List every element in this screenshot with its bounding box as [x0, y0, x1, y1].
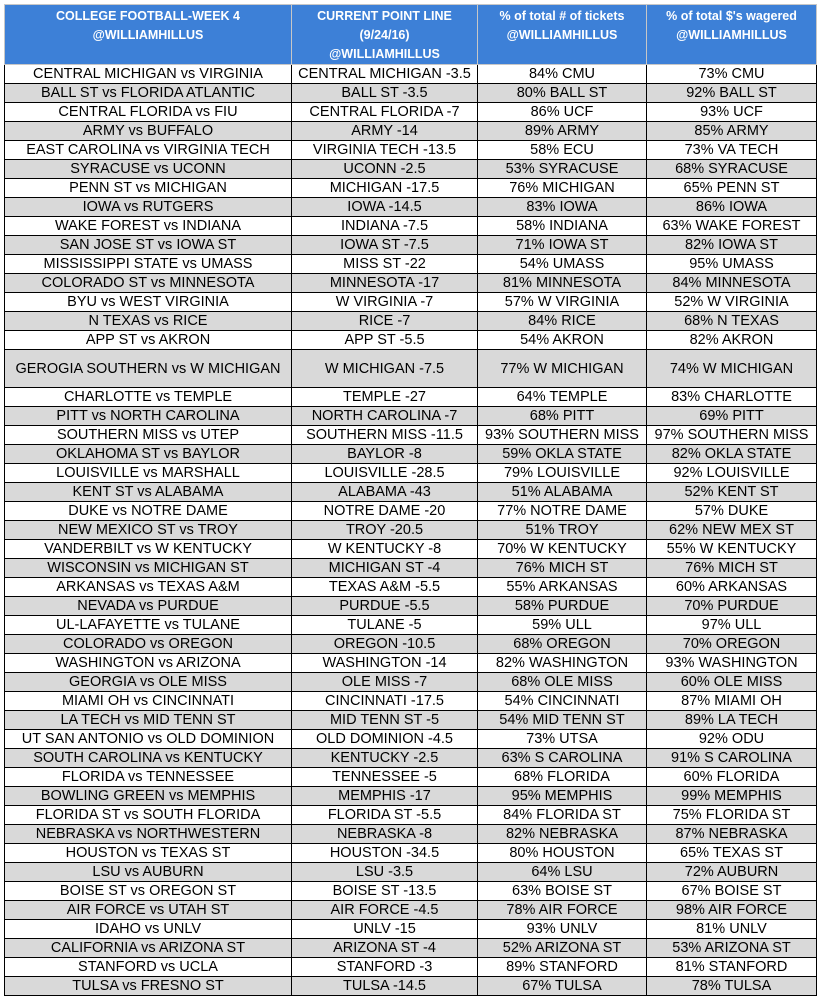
- wagered-cell: 83% CHARLOTTE: [647, 388, 817, 407]
- matchup-cell: PITT vs NORTH CAROLINA: [5, 407, 292, 426]
- tickets-cell: 84% RICE: [478, 312, 647, 331]
- table-row: [5, 768, 817, 787]
- wagered-cell: 97% SOUTHERN MISS: [647, 426, 817, 445]
- point-line-cell: APP ST -5.5: [292, 331, 478, 350]
- point-line-cell: NORTH CAROLINA -7: [292, 407, 478, 426]
- wagered-cell: 68% N TEXAS: [647, 312, 817, 331]
- wagered-cell: 98% AIR FORCE: [647, 901, 817, 920]
- table-row: [5, 958, 817, 977]
- matchup-cell: MISSISSIPPI STATE vs UMASS: [5, 255, 292, 274]
- matchup-cell: IOWA vs RUTGERS: [5, 198, 292, 217]
- header-tickets-line2: @WILLIAMHILLUS: [506, 28, 618, 42]
- point-line-cell: OLD DOMINION -4.5: [292, 730, 478, 749]
- table-row: [5, 331, 817, 350]
- matchup-cell: LOUISVILLE vs MARSHALL: [5, 464, 292, 483]
- table-row: [5, 730, 817, 749]
- point-line-cell: VIRGINIA TECH -13.5: [292, 141, 478, 160]
- point-line-cell: LSU -3.5: [292, 863, 478, 882]
- table-row: [5, 920, 817, 939]
- wagered-cell: 93% UCF: [647, 103, 817, 122]
- table-row: [5, 578, 817, 597]
- matchup-cell: UT SAN ANTONIO vs OLD DOMINION: [5, 730, 292, 749]
- matchup-cell: AIR FORCE vs UTAH ST: [5, 901, 292, 920]
- table-row: [5, 103, 817, 122]
- table-row: [5, 863, 817, 882]
- tickets-cell: 84% CMU: [478, 65, 647, 84]
- tickets-cell: 93% SOUTHERN MISS: [478, 426, 647, 445]
- header-matchup: [5, 5, 292, 65]
- matchup-cell: COLORADO vs OREGON: [5, 635, 292, 654]
- table-row: [5, 749, 817, 768]
- tickets-cell: 86% UCF: [478, 103, 647, 122]
- tickets-cell: 64% TEMPLE: [478, 388, 647, 407]
- matchup-cell: BYU vs WEST VIRGINIA: [5, 293, 292, 312]
- matchup-cell: STANFORD vs UCLA: [5, 958, 292, 977]
- tickets-cell: 82% WASHINGTON: [478, 654, 647, 673]
- table-row: [5, 825, 817, 844]
- point-line-cell: FLORIDA ST -5.5: [292, 806, 478, 825]
- matchup-cell: FLORIDA ST vs SOUTH FLORIDA: [5, 806, 292, 825]
- tickets-cell: 58% INDIANA: [478, 217, 647, 236]
- matchup-cell: UL-LAFAYETTE vs TULANE: [5, 616, 292, 635]
- matchup-cell: CENTRAL MICHIGAN vs VIRGINIA: [5, 65, 292, 84]
- table-row: [5, 692, 817, 711]
- matchup-cell: WAKE FOREST vs INDIANA: [5, 217, 292, 236]
- wagered-cell: 52% KENT ST: [647, 483, 817, 502]
- matchup-cell: FLORIDA vs TENNESSEE: [5, 768, 292, 787]
- wagered-cell: 95% UMASS: [647, 255, 817, 274]
- table-row: [5, 122, 817, 141]
- tickets-cell: 53% SYRACUSE: [478, 160, 647, 179]
- point-line-cell: IOWA -14.5: [292, 198, 478, 217]
- header-wagered-line2: @WILLIAMHILLUS: [676, 28, 787, 42]
- wagered-cell: 73% VA TECH: [647, 141, 817, 160]
- point-line-cell: MID TENN ST -5: [292, 711, 478, 730]
- tickets-cell: 63% BOISE ST: [478, 882, 647, 901]
- matchup-cell: NEVADA vs PURDUE: [5, 597, 292, 616]
- tickets-cell: 59% ULL: [478, 616, 647, 635]
- wagered-cell: 67% BOISE ST: [647, 882, 817, 901]
- matchup-cell: CALIFORNIA vs ARIZONA ST: [5, 939, 292, 958]
- table-row: [5, 939, 817, 958]
- point-line-cell: ARMY -14: [292, 122, 478, 141]
- matchup-cell: OKLAHOMA ST vs BAYLOR: [5, 445, 292, 464]
- tickets-cell: 55% ARKANSAS: [478, 578, 647, 597]
- wagered-cell: 57% DUKE: [647, 502, 817, 521]
- table-row: [5, 787, 817, 806]
- table-row: [5, 882, 817, 901]
- table-row: [5, 293, 817, 312]
- table-row: [5, 806, 817, 825]
- point-line-cell: TULSA -14.5: [292, 977, 478, 996]
- header-row: [5, 5, 817, 65]
- betting-table: [4, 4, 817, 996]
- point-line-cell: LOUISVILLE -28.5: [292, 464, 478, 483]
- matchup-cell: IDAHO vs UNLV: [5, 920, 292, 939]
- wagered-cell: 53% ARIZONA ST: [647, 939, 817, 958]
- tickets-cell: 63% S CAROLINA: [478, 749, 647, 768]
- wagered-cell: 68% SYRACUSE: [647, 160, 817, 179]
- matchup-cell: NEW MEXICO ST vs TROY: [5, 521, 292, 540]
- point-line-cell: BAYLOR -8: [292, 445, 478, 464]
- matchup-cell: GEROGIA SOUTHERN vs W MICHIGAN: [5, 350, 292, 388]
- tickets-cell: 68% OREGON: [478, 635, 647, 654]
- wagered-cell: 82% OKLA STATE: [647, 445, 817, 464]
- matchup-cell: BOISE ST vs OREGON ST: [5, 882, 292, 901]
- wagered-cell: 99% MEMPHIS: [647, 787, 817, 806]
- table-row: [5, 255, 817, 274]
- matchup-cell: ARMY vs BUFFALO: [5, 122, 292, 141]
- tickets-cell: 81% MINNESOTA: [478, 274, 647, 293]
- wagered-cell: 81% UNLV: [647, 920, 817, 939]
- table-row: [5, 274, 817, 293]
- wagered-cell: 70% OREGON: [647, 635, 817, 654]
- header-point-line-line2: (9/24/16): [359, 28, 410, 42]
- table-row: [5, 141, 817, 160]
- table-row: [5, 616, 817, 635]
- wagered-cell: 76% MICH ST: [647, 559, 817, 578]
- table-row: [5, 65, 817, 84]
- table-row: [5, 977, 817, 996]
- point-line-cell: BALL ST -3.5: [292, 84, 478, 103]
- header-matchup-line2: @WILLIAMHILLUS: [92, 28, 204, 42]
- point-line-cell: OREGON -10.5: [292, 635, 478, 654]
- tickets-cell: 68% OLE MISS: [478, 673, 647, 692]
- table-row: [5, 483, 817, 502]
- point-line-cell: STANFORD -3: [292, 958, 478, 977]
- matchup-cell: LA TECH vs MID TENN ST: [5, 711, 292, 730]
- matchup-cell: HOUSTON vs TEXAS ST: [5, 844, 292, 863]
- wagered-cell: 73% CMU: [647, 65, 817, 84]
- tickets-cell: 76% MICHIGAN: [478, 179, 647, 198]
- wagered-cell: 86% IOWA: [647, 198, 817, 217]
- point-line-cell: RICE -7: [292, 312, 478, 331]
- table-row: [5, 844, 817, 863]
- matchup-cell: KENT ST vs ALABAMA: [5, 483, 292, 502]
- table-row: [5, 901, 817, 920]
- matchup-cell: TULSA vs FRESNO ST: [5, 977, 292, 996]
- point-line-cell: KENTUCKY -2.5: [292, 749, 478, 768]
- tickets-cell: 78% AIR FORCE: [478, 901, 647, 920]
- tickets-cell: 58% ECU: [478, 141, 647, 160]
- wagered-cell: 92% ODU: [647, 730, 817, 749]
- tickets-cell: 54% AKRON: [478, 331, 647, 350]
- matchup-cell: SOUTH CAROLINA vs KENTUCKY: [5, 749, 292, 768]
- tickets-cell: 58% PURDUE: [478, 597, 647, 616]
- tickets-cell: 77% W MICHIGAN: [478, 350, 647, 388]
- matchup-cell: COLORADO ST vs MINNESOTA: [5, 274, 292, 293]
- tickets-cell: 82% NEBRASKA: [478, 825, 647, 844]
- wagered-cell: 60% ARKANSAS: [647, 578, 817, 597]
- tickets-cell: 93% UNLV: [478, 920, 647, 939]
- matchup-cell: EAST CAROLINA vs VIRGINIA TECH: [5, 141, 292, 160]
- table-row: [5, 445, 817, 464]
- point-line-cell: CENTRAL FLORIDA -7: [292, 103, 478, 122]
- header-point-line-line1: CURRENT POINT LINE: [317, 9, 452, 23]
- table-row: [5, 388, 817, 407]
- point-line-cell: ARIZONA ST -4: [292, 939, 478, 958]
- wagered-cell: 60% FLORIDA: [647, 768, 817, 787]
- tickets-cell: 57% W VIRGINIA: [478, 293, 647, 312]
- point-line-cell: TENNESSEE -5: [292, 768, 478, 787]
- tickets-cell: 79% LOUISVILLE: [478, 464, 647, 483]
- table-row: [5, 521, 817, 540]
- table-row: [5, 654, 817, 673]
- wagered-cell: 87% NEBRASKA: [647, 825, 817, 844]
- wagered-cell: 78% TULSA: [647, 977, 817, 996]
- point-line-cell: INDIANA -7.5: [292, 217, 478, 236]
- wagered-cell: 92% LOUISVILLE: [647, 464, 817, 483]
- point-line-cell: W KENTUCKY -8: [292, 540, 478, 559]
- point-line-cell: MEMPHIS -17: [292, 787, 478, 806]
- tickets-cell: 80% BALL ST: [478, 84, 647, 103]
- table-row: [5, 198, 817, 217]
- table-row: [5, 540, 817, 559]
- matchup-cell: GEORGIA vs OLE MISS: [5, 673, 292, 692]
- matchup-cell: SYRACUSE vs UCONN: [5, 160, 292, 179]
- header-wagered: [647, 5, 817, 65]
- matchup-cell: NEBRASKA vs NORTHWESTERN: [5, 825, 292, 844]
- table-row: [5, 160, 817, 179]
- tickets-cell: 89% ARMY: [478, 122, 647, 141]
- tickets-cell: 84% FLORIDA ST: [478, 806, 647, 825]
- wagered-cell: 89% LA TECH: [647, 711, 817, 730]
- matchup-cell: BALL ST vs FLORIDA ATLANTIC: [5, 84, 292, 103]
- point-line-cell: TEMPLE -27: [292, 388, 478, 407]
- table-row: [5, 597, 817, 616]
- tickets-cell: 76% MICH ST: [478, 559, 647, 578]
- wagered-cell: 84% MINNESOTA: [647, 274, 817, 293]
- point-line-cell: W MICHIGAN -7.5: [292, 350, 478, 388]
- tickets-cell: 68% PITT: [478, 407, 647, 426]
- point-line-cell: W VIRGINIA -7: [292, 293, 478, 312]
- wagered-cell: 91% S CAROLINA: [647, 749, 817, 768]
- matchup-cell: SOUTHERN MISS vs UTEP: [5, 426, 292, 445]
- matchup-cell: CENTRAL FLORIDA vs FIU: [5, 103, 292, 122]
- tickets-cell: 73% UTSA: [478, 730, 647, 749]
- tickets-cell: 54% MID TENN ST: [478, 711, 647, 730]
- wagered-cell: 74% W MICHIGAN: [647, 350, 817, 388]
- point-line-cell: PURDUE -5.5: [292, 597, 478, 616]
- table-row: [5, 673, 817, 692]
- point-line-cell: OLE MISS -7: [292, 673, 478, 692]
- point-line-cell: UCONN -2.5: [292, 160, 478, 179]
- tickets-cell: 54% CINCINNATI: [478, 692, 647, 711]
- wagered-cell: 93% WASHINGTON: [647, 654, 817, 673]
- wagered-cell: 92% BALL ST: [647, 84, 817, 103]
- table-row: [5, 635, 817, 654]
- wagered-cell: 81% STANFORD: [647, 958, 817, 977]
- point-line-cell: HOUSTON -34.5: [292, 844, 478, 863]
- tickets-cell: 77% NOTRE DAME: [478, 502, 647, 521]
- table-row: [5, 464, 817, 483]
- wagered-cell: 70% PURDUE: [647, 597, 817, 616]
- matchup-cell: LSU vs AUBURN: [5, 863, 292, 882]
- point-line-cell: BOISE ST -13.5: [292, 882, 478, 901]
- wagered-cell: 69% PITT: [647, 407, 817, 426]
- matchup-cell: PENN ST vs MICHIGAN: [5, 179, 292, 198]
- point-line-cell: UNLV -15: [292, 920, 478, 939]
- tickets-cell: 95% MEMPHIS: [478, 787, 647, 806]
- table-row: [5, 84, 817, 103]
- tickets-cell: 70% W KENTUCKY: [478, 540, 647, 559]
- tickets-cell: 71% IOWA ST: [478, 236, 647, 255]
- tickets-cell: 54% UMASS: [478, 255, 647, 274]
- point-line-cell: CENTRAL MICHIGAN -3.5: [292, 65, 478, 84]
- wagered-cell: 62% NEW MEX ST: [647, 521, 817, 540]
- table-row: [5, 217, 817, 236]
- table-row: [5, 426, 817, 445]
- point-line-cell: MISS ST -22: [292, 255, 478, 274]
- point-line-cell: MINNESOTA -17: [292, 274, 478, 293]
- point-line-cell: NEBRASKA -8: [292, 825, 478, 844]
- table-row: [5, 179, 817, 198]
- table-row: [5, 312, 817, 331]
- point-line-cell: AIR FORCE -4.5: [292, 901, 478, 920]
- wagered-cell: 65% PENN ST: [647, 179, 817, 198]
- wagered-cell: 65% TEXAS ST: [647, 844, 817, 863]
- table-body: [5, 65, 817, 996]
- point-line-cell: NOTRE DAME -20: [292, 502, 478, 521]
- matchup-cell: MIAMI OH vs CINCINNATI: [5, 692, 292, 711]
- table-row: [5, 502, 817, 521]
- table-row: [5, 350, 817, 388]
- matchup-cell: N TEXAS vs RICE: [5, 312, 292, 331]
- point-line-cell: TROY -20.5: [292, 521, 478, 540]
- tickets-cell: 67% TULSA: [478, 977, 647, 996]
- point-line-cell: ALABAMA -43: [292, 483, 478, 502]
- point-line-cell: TULANE -5: [292, 616, 478, 635]
- header-tickets: [478, 5, 647, 65]
- tickets-cell: 51% ALABAMA: [478, 483, 647, 502]
- point-line-cell: SOUTHERN MISS -11.5: [292, 426, 478, 445]
- point-line-cell: WASHINGTON -14: [292, 654, 478, 673]
- wagered-cell: 63% WAKE FOREST: [647, 217, 817, 236]
- matchup-cell: SAN JOSE ST vs IOWA ST: [5, 236, 292, 255]
- matchup-cell: VANDERBILT vs W KENTUCKY: [5, 540, 292, 559]
- header-point-line: [292, 5, 478, 65]
- wagered-cell: 82% AKRON: [647, 331, 817, 350]
- wagered-cell: 87% MIAMI OH: [647, 692, 817, 711]
- tickets-cell: 64% LSU: [478, 863, 647, 882]
- header-point-line-line3: @WILLIAMHILLUS: [329, 47, 440, 61]
- wagered-cell: 55% W KENTUCKY: [647, 540, 817, 559]
- wagered-cell: 52% W VIRGINIA: [647, 293, 817, 312]
- tickets-cell: 68% FLORIDA: [478, 768, 647, 787]
- header-wagered-line1: % of total $'s wagered: [666, 9, 797, 23]
- wagered-cell: 85% ARMY: [647, 122, 817, 141]
- point-line-cell: IOWA ST -7.5: [292, 236, 478, 255]
- point-line-cell: CINCINNATI -17.5: [292, 692, 478, 711]
- wagered-cell: 60% OLE MISS: [647, 673, 817, 692]
- matchup-cell: ARKANSAS vs TEXAS A&M: [5, 578, 292, 597]
- point-line-cell: MICHIGAN ST -4: [292, 559, 478, 578]
- table-row: [5, 711, 817, 730]
- matchup-cell: WISCONSIN vs MICHIGAN ST: [5, 559, 292, 578]
- point-line-cell: MICHIGAN -17.5: [292, 179, 478, 198]
- header-tickets-line1: % of total # of tickets: [499, 9, 625, 23]
- wagered-cell: 75% FLORIDA ST: [647, 806, 817, 825]
- tickets-cell: 83% IOWA: [478, 198, 647, 217]
- wagered-cell: 97% ULL: [647, 616, 817, 635]
- table-row: [5, 407, 817, 426]
- table-row: [5, 236, 817, 255]
- tickets-cell: 80% HOUSTON: [478, 844, 647, 863]
- matchup-cell: CHARLOTTE vs TEMPLE: [5, 388, 292, 407]
- tickets-cell: 52% ARIZONA ST: [478, 939, 647, 958]
- tickets-cell: 59% OKLA STATE: [478, 445, 647, 464]
- tickets-cell: 51% TROY: [478, 521, 647, 540]
- matchup-cell: WASHINGTON vs ARIZONA: [5, 654, 292, 673]
- point-line-cell: TEXAS A&M -5.5: [292, 578, 478, 597]
- matchup-cell: DUKE vs NOTRE DAME: [5, 502, 292, 521]
- wagered-cell: 72% AUBURN: [647, 863, 817, 882]
- wagered-cell: 82% IOWA ST: [647, 236, 817, 255]
- tickets-cell: 89% STANFORD: [478, 958, 647, 977]
- table-row: [5, 559, 817, 578]
- header-matchup-line1: COLLEGE FOOTBALL-WEEK 4: [55, 9, 241, 23]
- matchup-cell: BOWLING GREEN vs MEMPHIS: [5, 787, 292, 806]
- matchup-cell: APP ST vs AKRON: [5, 331, 292, 350]
